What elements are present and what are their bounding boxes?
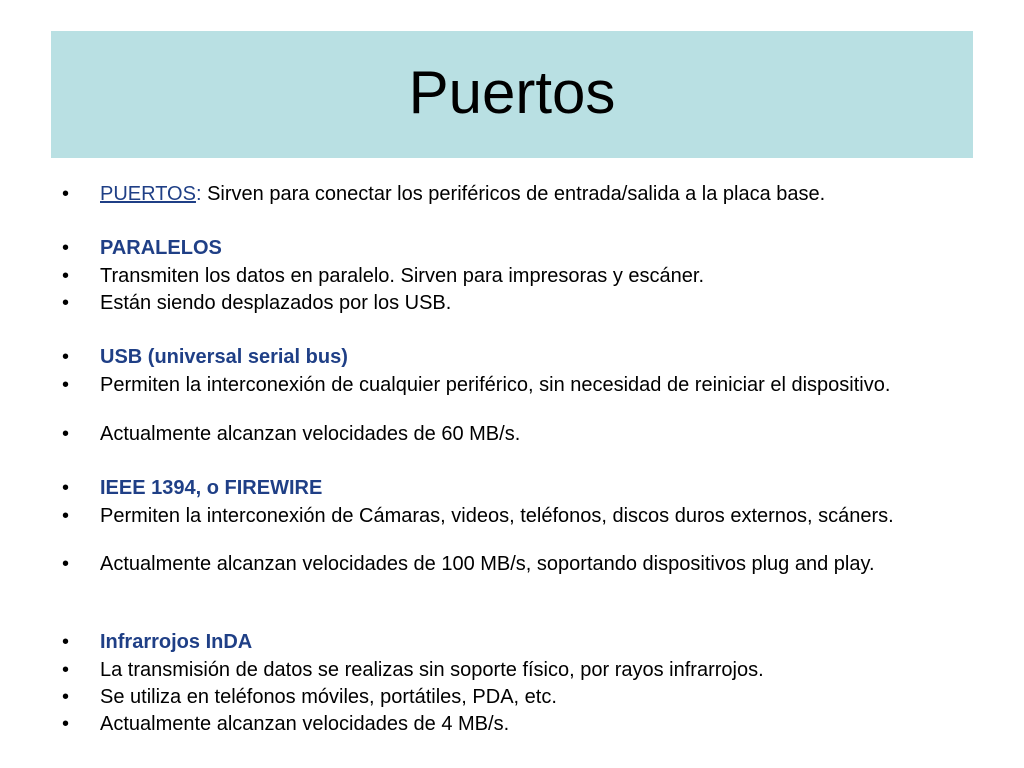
slide-title: Puertos — [408, 58, 616, 126]
section-heading-firewire — [62, 477, 942, 499]
intro-description: Sirven para conectar los periféricos de entrada/salida a la placa base. — [201, 183, 826, 205]
intro-text — [100, 183, 942, 205]
list-item — [62, 423, 942, 445]
bullet-icon: • — [62, 686, 70, 708]
bullet-icon: • — [62, 713, 70, 735]
bullet-icon: • — [62, 292, 70, 314]
list-item-text: La transmisión de datos se realizas sin soporte físico, por rayos infrarrojos. — [100, 659, 764, 681]
list-item-text: Transmiten los datos en paralelo. Sirven para impresoras y escáner. — [100, 265, 704, 287]
section-heading-infrarrojos — [62, 631, 942, 653]
list-item — [62, 553, 942, 575]
bullet-icon: • — [62, 659, 70, 681]
list-item — [62, 292, 942, 314]
intro-label: PUERTOS — [100, 183, 196, 205]
bullet-icon: • — [62, 237, 70, 259]
list-item — [62, 659, 942, 681]
list-item-text: Están siendo desplazados por los USB. — [100, 292, 452, 314]
bullet-icon: • — [62, 374, 70, 396]
section-heading-usb — [62, 346, 942, 368]
list-item-text: Permiten la interconexión de cualquier periférico, sin necesidad de reiniciar el dispositivo. — [100, 374, 891, 396]
list-item-text: Actualmente alcanzan velocidades de 60 MB/s. — [100, 423, 521, 445]
list-item — [62, 686, 942, 708]
bullet-icon: • — [62, 183, 70, 205]
list-item — [62, 374, 942, 396]
section-heading-text: USB (universal serial bus) — [100, 346, 348, 368]
section-heading-text: Infrarrojos InDA — [100, 631, 253, 653]
intro-label-group — [100, 183, 202, 205]
list-item — [62, 505, 942, 527]
bullet-icon: • — [62, 631, 70, 653]
list-item-text: Actualmente alcanzan velocidades de 100 MB/s, soportando dispositivos plug and play. — [100, 553, 875, 575]
intro-colon: : — [195, 183, 202, 205]
list-item-text: Actualmente alcanzan velocidades de 4 MB/s. — [100, 713, 510, 735]
bullet-icon: • — [62, 423, 70, 445]
section-heading-text: IEEE 1394, o FIREWIRE — [100, 477, 323, 499]
bullet-icon: • — [62, 505, 70, 527]
section-heading-text: PARALELOS — [100, 237, 222, 259]
bullet-icon: • — [62, 553, 70, 575]
bullet-icon: • — [62, 346, 70, 368]
section-heading-paralelos — [62, 237, 942, 259]
bullet-icon: • — [62, 477, 70, 499]
intro-bullet-item — [62, 183, 942, 205]
list-item — [62, 713, 942, 735]
list-item-text: Permiten la interconexión de Cámaras, videos, teléfonos, discos duros externos, scáners. — [100, 505, 894, 527]
list-item-text: Se utiliza en teléfonos móviles, portátiles, PDA, etc. — [100, 686, 557, 708]
list-item — [62, 265, 942, 287]
bullet-icon: • — [62, 265, 70, 287]
